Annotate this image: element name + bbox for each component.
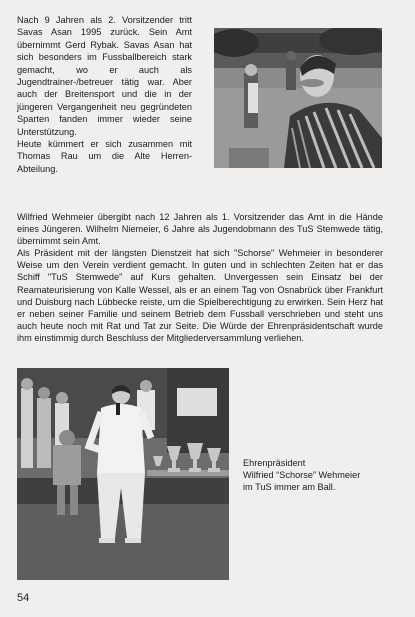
photo-caption xyxy=(243,458,393,493)
section2-text xyxy=(17,211,383,344)
section1-paragraph: Nach 9 Jahren als 2. Vorsitzender tritt Savas Asan 1995 zurück. Sein Amt übernimmt Gerd Rybak. Savas Asan hat sich besonders im Fussballbereich stark gemacht, wo er auch als Jugendtrainer-/betreuer tätig war. Aber auch der Breitensport und die in der jüngeren Vergangenheit neu gegründeten Sparten fanden immer wieder seine Unterstützung. xyxy=(17,15,192,137)
section2-paragraph-1: Wilfried Wehmeier übergibt nach 12 Jahren als 1. Vorsitzender das Amt in die Hände eines Jüngeren. Wilhelm Niemeier, 6 Jahre als Jugendobmann des TuS Stemwede tätig, übernimmt sein Amt. xyxy=(17,212,383,247)
photo-wilfried-wehmeier xyxy=(17,368,229,580)
caption-line-3: im TuS immer am Ball. xyxy=(243,481,336,492)
section1-text xyxy=(17,14,192,175)
page-number: 54 xyxy=(17,592,30,604)
section1-paragraph2: Heute kümmert er sich zusammen mit Thomas Rau um die Alte Herren-Abteilung. xyxy=(17,139,192,174)
caption-line-2: Wilfried “Schorse” Wehmeier xyxy=(243,469,361,480)
section2-paragraph-2: Als Präsident mit der längsten Dienstzeit hat sich "Schorse" Wehmeier in besonderer Weise um den Verein verdient gemacht. In guten und in schlechten Zeiten hat er das Schiff "TuS Stemwede" auf Kurs gehalten. Unvergessen sein Einsatz bei der Reamateurisierung von Kalle Wessel, als er an einem Tag von Osnabrück über Frankfurt und Duisburg nach Lübbecke reiste, um die Spielberechtigung zu erwirken. Sein Herz hat er neben seiner Familie und seinem Betrieb dem Fussball verschrieben und steht uns auch heute noch mit Rat und Tat zur Seite. Die Würde der Ehrenpräsidentschaft wurde ihm einstimmig durch Beschluss der Mitgliederversammlung verliehen. xyxy=(17,248,383,343)
photo-savas-asan xyxy=(214,28,382,168)
caption-line-1: Ehrenpräsident xyxy=(243,458,306,468)
